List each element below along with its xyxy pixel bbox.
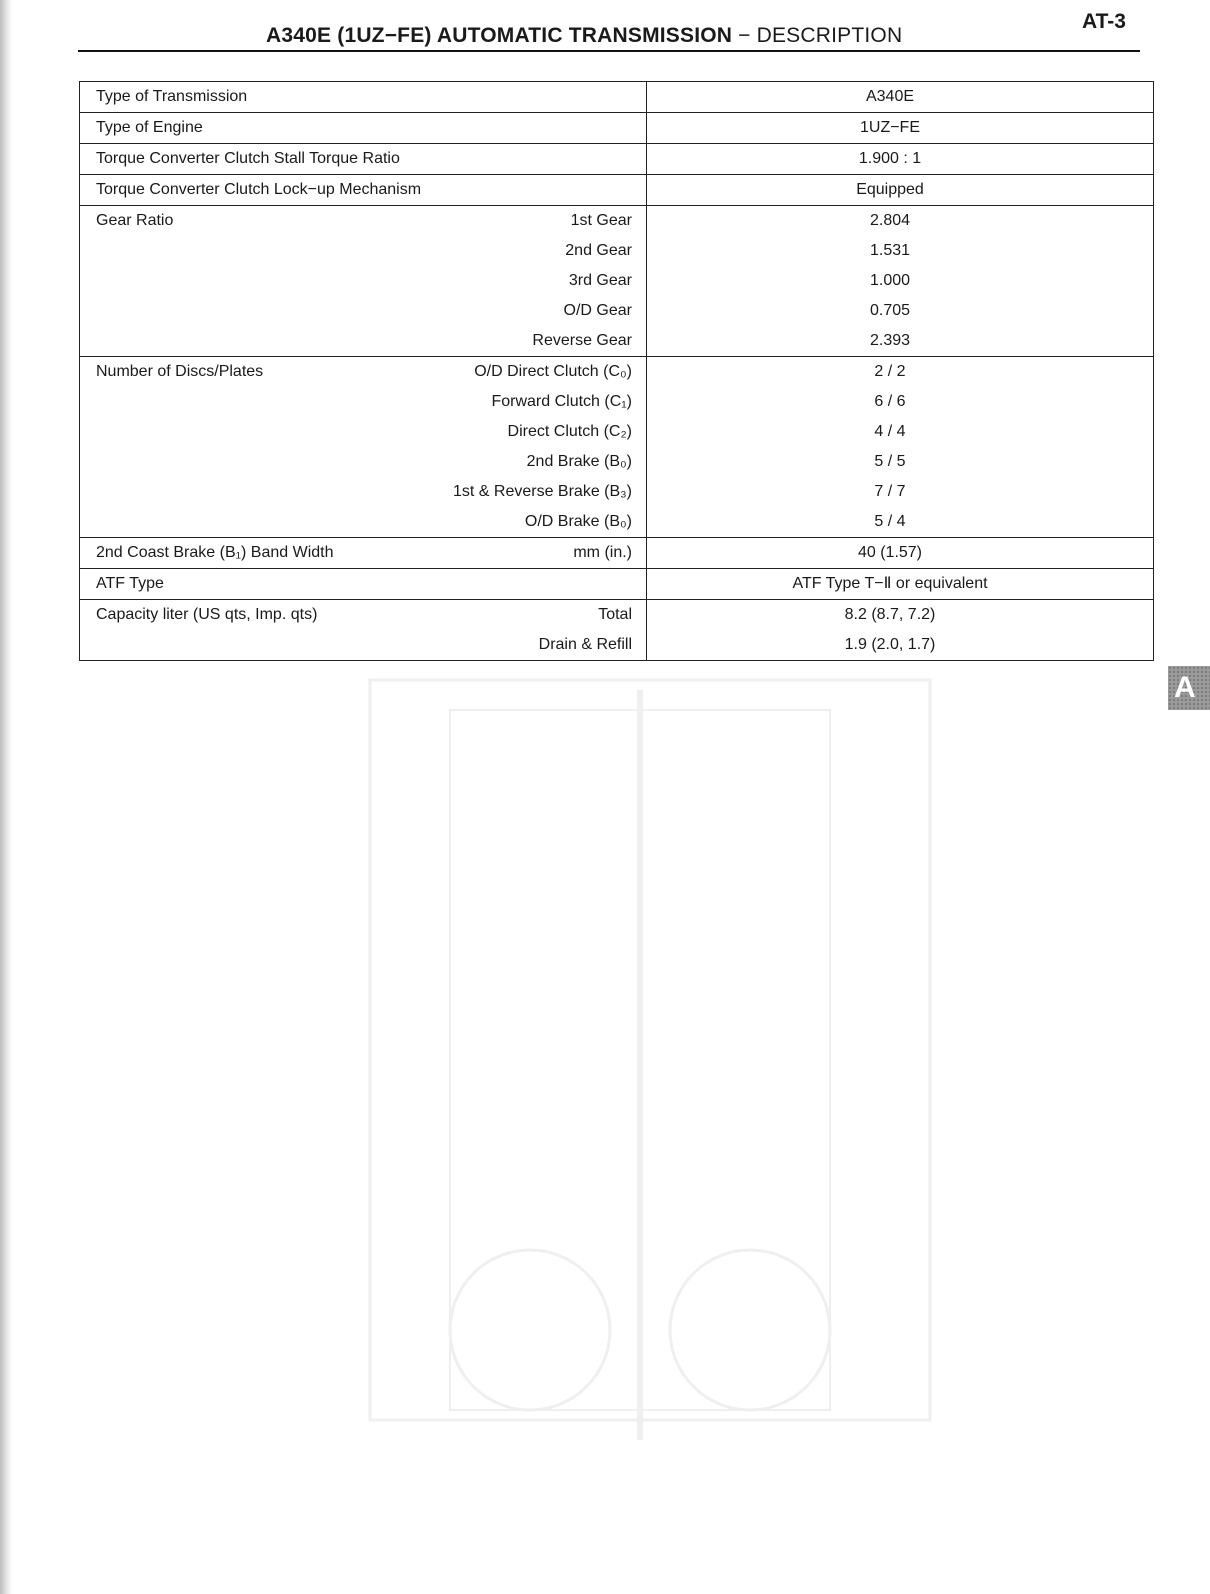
spec-label: Capacity liter (US qts, Imp. qts): [96, 606, 318, 623]
spec-row: [80, 569, 1154, 600]
specification-table: [79, 81, 1154, 661]
header-title-dash: −: [738, 24, 751, 47]
spec-value: 1.900 : 1: [858, 150, 922, 167]
spec-row: [80, 82, 1154, 113]
spec-label: Torque Converter Clutch Stall Torque Ratio: [96, 150, 400, 167]
spec-value: 4 / 4: [874, 423, 906, 440]
spec-value: 2.804: [869, 212, 911, 229]
spec-value-cell: [647, 538, 1154, 569]
spec-value: 1UZ−FE: [859, 119, 920, 136]
spec-label-line: [80, 113, 646, 143]
spec-label-line: [80, 507, 646, 537]
spec-label: ATF Type: [96, 575, 164, 592]
spec-sublabel: 1st & Reverse Brake (B₃): [452, 483, 632, 500]
header-title-main: A340E (1UZ−FE) AUTOMATIC TRANSMISSION: [266, 24, 733, 47]
spec-label: Number of Discs/Plates: [96, 363, 264, 380]
spec-label-cell: [80, 82, 647, 113]
spec-label-line: [80, 387, 646, 417]
spec-label-line: [80, 236, 646, 266]
spec-value: 40 (1.57): [857, 544, 923, 561]
spec-sublabel: Forward Clutch (C₁): [491, 393, 632, 410]
page-left-shadow: [0, 0, 12, 1594]
spec-value: 1.531: [869, 242, 911, 259]
spec-sublabel: Total: [598, 606, 632, 623]
spec-value-cell: [647, 357, 1154, 538]
spec-label-cell: [80, 175, 647, 206]
spec-label-cell: [80, 113, 647, 144]
spec-label-line: [80, 477, 646, 507]
spec-row: [80, 113, 1154, 144]
spec-row: [80, 206, 1154, 357]
spec-value: 1.000: [869, 272, 911, 289]
spec-value: 2 / 2: [874, 363, 906, 380]
page-header-title: [266, 24, 902, 48]
spec-row: [80, 144, 1154, 175]
spec-row: [80, 357, 1154, 538]
section-index-tab: [1168, 666, 1210, 710]
spec-value: 8.2 (8.7, 7.2): [844, 606, 936, 623]
spec-label-cell: [80, 538, 647, 569]
spec-sublabel: 2nd Gear: [565, 242, 632, 259]
header-title-section: DESCRIPTION: [756, 24, 903, 47]
spec-label: Type of Engine: [96, 119, 203, 136]
section-index-tab-label: A: [1174, 671, 1196, 704]
spec-label-line: [80, 600, 646, 630]
spec-value-cell: [647, 113, 1154, 144]
spec-label-line: [80, 569, 646, 599]
spec-sublabel: O/D Gear: [563, 302, 632, 319]
spec-row: [80, 538, 1154, 569]
header-rule: [78, 50, 1140, 52]
spec-label-cell: [80, 144, 647, 175]
spec-label: 2nd Coast Brake (B₁) Band Width: [96, 544, 334, 561]
spec-label-line: [80, 326, 646, 356]
spec-sublabel: 3rd Gear: [568, 272, 632, 289]
spec-label: Type of Transmission: [96, 88, 248, 105]
page-number: AT-3: [1082, 10, 1126, 33]
spec-sublabel: Direct Clutch (C₂): [507, 423, 632, 440]
spec-value: 5 / 5: [874, 453, 906, 470]
spec-sublabel: O/D Brake (B₀): [524, 513, 632, 530]
spec-value-cell: [647, 82, 1154, 113]
spec-sublabel: Drain & Refill: [538, 636, 632, 653]
spec-label-cell: [80, 569, 647, 600]
spec-label-line: [80, 144, 646, 174]
spec-label: Gear Ratio: [96, 212, 174, 229]
spec-value: 2.393: [869, 332, 911, 349]
spec-label-cell: [80, 600, 647, 661]
spec-label-line: [80, 538, 646, 568]
spec-value: A340E: [865, 88, 915, 105]
spec-label-line: [80, 630, 646, 660]
spec-row: [80, 175, 1154, 206]
spec-label-cell: [80, 206, 647, 357]
show-through-diagram: [330, 650, 950, 1450]
spec-value: 7 / 7: [874, 483, 906, 500]
spec-label-line: [80, 417, 646, 447]
spec-sublabel: O/D Direct Clutch (C₀): [474, 363, 632, 380]
spec-label-line: [80, 175, 646, 205]
spec-sublabel: Reverse Gear: [532, 332, 632, 349]
spec-label-line: [80, 206, 646, 236]
spec-value-cell: [647, 569, 1154, 600]
spec-value-cell: [647, 206, 1154, 357]
spec-label-line: [80, 296, 646, 326]
spec-value: 5 / 4: [874, 513, 906, 530]
spec-value: 6 / 6: [874, 393, 906, 410]
spec-sublabel: 1st Gear: [570, 212, 632, 229]
spec-label-cell: [80, 357, 647, 538]
spec-label: Torque Converter Clutch Lock−up Mechanism: [96, 181, 422, 198]
spec-label-line: [80, 82, 646, 112]
spec-value: 0.705: [869, 302, 911, 319]
spec-value-cell: [647, 175, 1154, 206]
spec-value-cell: [647, 144, 1154, 175]
spec-label-line: [80, 266, 646, 296]
spec-label-line: [80, 357, 646, 387]
spec-sublabel: mm (in.): [573, 544, 632, 561]
spec-value: Equipped: [856, 181, 924, 198]
spec-value: 1.9 (2.0, 1.7): [844, 636, 936, 653]
spec-value: ATF Type T−Ⅱ or equivalent: [792, 575, 988, 592]
spec-row: [80, 600, 1154, 661]
spec-sublabel: 2nd Brake (B₀): [526, 453, 632, 470]
spec-value-cell: [647, 600, 1154, 661]
spec-label-line: [80, 447, 646, 477]
